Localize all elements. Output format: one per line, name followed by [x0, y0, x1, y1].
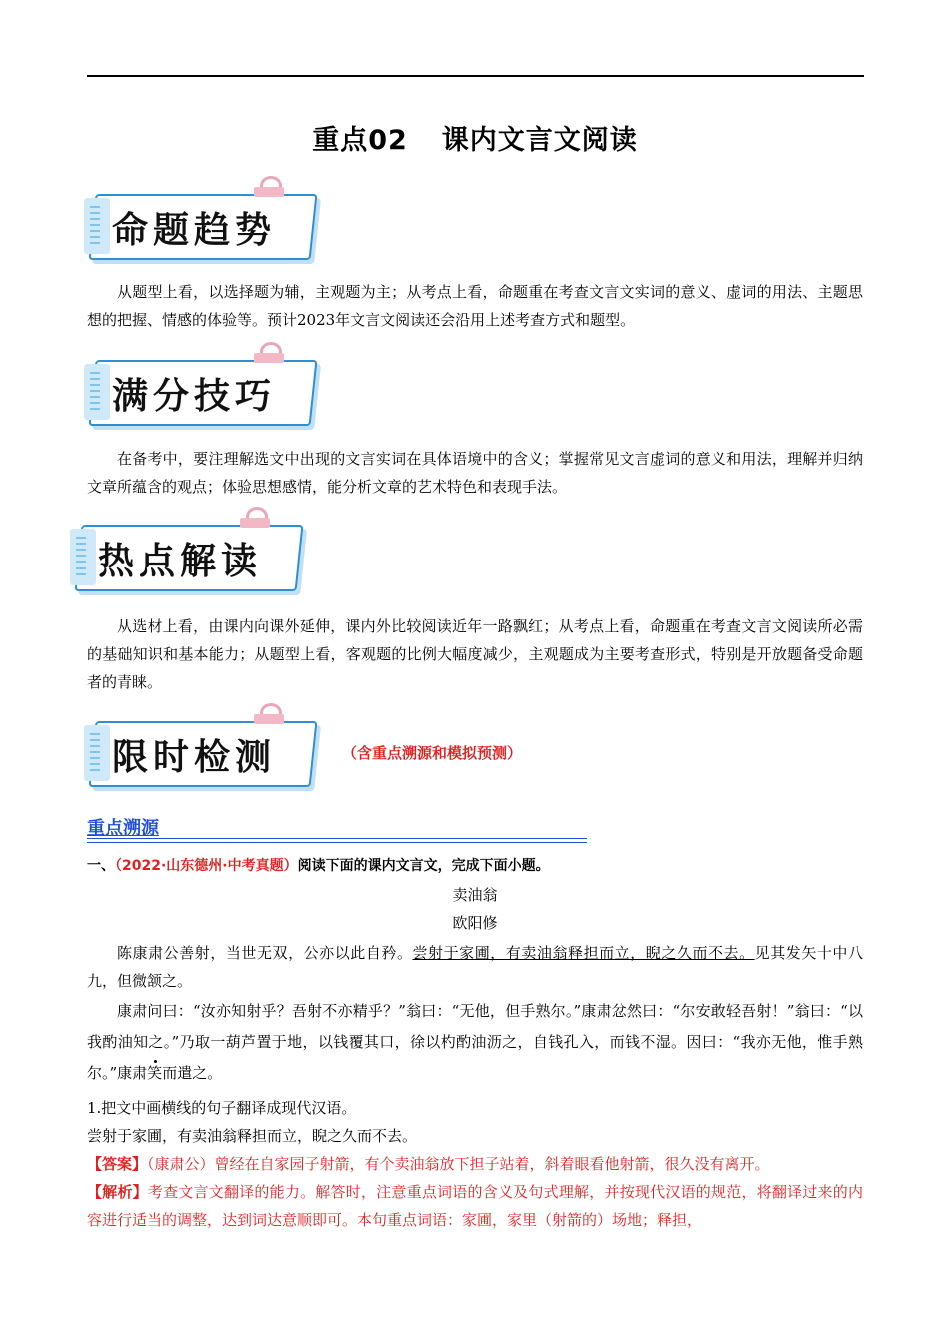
top-rule	[87, 75, 864, 77]
answer-tag: 【答案】	[87, 1155, 148, 1173]
answer-text: （康肃公）曾经在自家园子射箭，有个卖油翁放下担子站着，斜着眼看他射箭，很久没有离开。	[147, 1155, 770, 1173]
banner-label: 热点解读	[98, 540, 263, 582]
question-source: （2022·山东德州·中考真题）	[115, 858, 298, 874]
passage-sentence: 见其发矢十中八九，但微颔之。	[87, 944, 863, 990]
passage-paragraph-2	[87, 996, 863, 1089]
banner-test	[86, 703, 316, 787]
banner-label: 满分技巧	[112, 375, 277, 417]
tape-decoration	[84, 364, 110, 420]
section-heading: 重点溯源	[87, 818, 159, 839]
hotspot-paragraph: 从选材上看，由课内向课外延伸，课内外比较阅读近年一路飘红；从考点上看，命题重在考查文言文阅读所必需的基础知识和基本能力；从题型上看，客观题的比例大幅度减少，主观题成为主要考查形式，特别是开放题备受命题者的青睐。	[87, 617, 863, 691]
passage-sentence: 陈康肃公善射，当世无双，公亦以此自矜。	[117, 944, 413, 962]
q1-sentence: 尝射于家圃，有卖油翁释担而立，睨之久而不去。	[87, 1127, 418, 1145]
clip-icon	[254, 342, 284, 364]
banner-skills	[86, 342, 316, 426]
clip-icon	[254, 176, 284, 198]
tape-decoration	[84, 725, 110, 781]
banner-label: 命题趋势	[112, 209, 277, 251]
section-rule	[87, 838, 587, 843]
title-text: 课内文言文阅读	[441, 125, 638, 156]
skills-paragraph: 在备考中，要注理解选文中出现的文言实词在具体语境中的含义；掌握常见文言虚词的意义和用法，理解并归纳文章所蕴含的观点；体验思想感情，能分析文章的艺术特色和表现手法。	[87, 450, 863, 496]
q1-prompt: 1.把文中画横线的句子翻译成现代汉语。	[87, 1099, 357, 1117]
title-number: 重点02	[312, 125, 408, 156]
analysis-text: 考查文言文翻译的能力。解答时，注意重点词语的含义及句式理解，并按现代汉语的规范，将翻译过来的内容进行适当的调整，达到词达意顺即可。本句重点词语：家圃，家里（射箭的）场地；释担，	[87, 1183, 863, 1229]
tape-decoration	[70, 529, 96, 585]
banner-trend	[86, 176, 316, 260]
passage-paragraph-1	[87, 939, 863, 995]
clip-icon	[240, 507, 270, 529]
q1-analysis	[87, 1178, 863, 1234]
banner-hotspot	[72, 507, 302, 591]
passage-title: 卖油翁	[452, 886, 498, 904]
page-title	[0, 118, 950, 157]
emphasis-dot-char: 笑	[147, 1064, 163, 1082]
question-prefix: 一、	[87, 858, 115, 874]
clip-icon	[254, 703, 284, 725]
analysis-tag: 【解析】	[87, 1183, 148, 1201]
q1-answer	[87, 1150, 863, 1178]
test-note: （含重点溯源和模拟预测）	[342, 744, 523, 762]
underlined-sentence: 尝射于家圃，有卖油翁释担而立，睨之久而不去。	[412, 944, 755, 962]
question-instruction: 阅读下面的课内文言文，完成下面小题。	[297, 858, 550, 874]
trend-paragraph: 从题型上看，以选择题为辅，主观题为主；从考点上看，命题重在考查文言文实词的意义、虚词的用法、主题思想的把握、情感的体验等。预计2023年文言文阅读还会沿用上述考查方式和题型。	[87, 283, 863, 329]
passage-sentence: 康肃问曰：“汝亦知射乎？吾射不亦精乎？”翁曰：“无他，但手熟尔。”康肃忿然曰：“尔安敢轻吾射！”翁曰：“以我酌油知之。”乃取一葫芦置于地，以钱覆其口，徐以杓酌油沥之，自钱孔入，而钱不湿。因曰：“我亦无他，惟手熟尔。”康肃	[87, 1002, 863, 1082]
tape-decoration	[84, 198, 110, 254]
passage-author: 欧阳修	[452, 914, 498, 932]
passage-sentence: 而遣之。	[162, 1064, 223, 1082]
question-line	[87, 855, 550, 875]
banner-label: 限时检测	[112, 736, 277, 778]
